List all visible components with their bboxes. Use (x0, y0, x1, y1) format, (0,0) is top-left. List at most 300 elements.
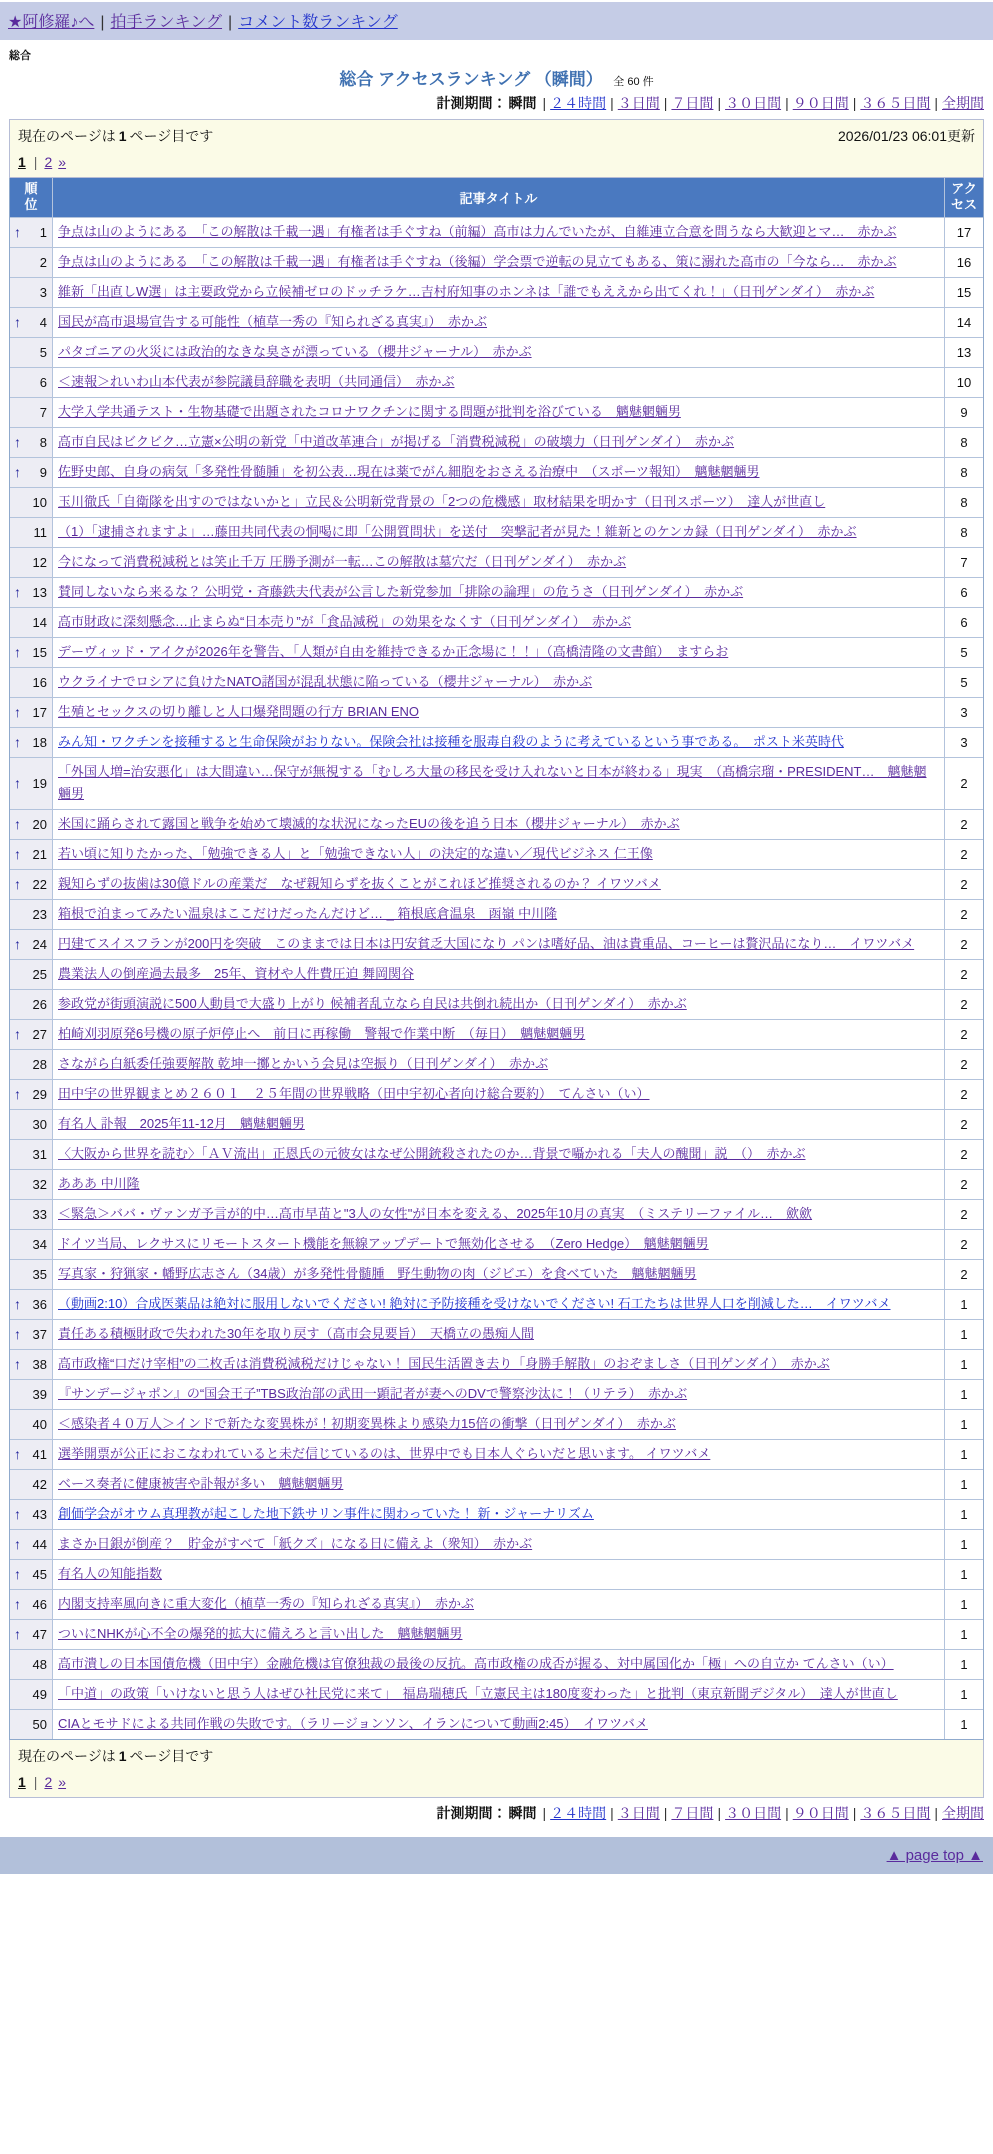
rank-cell (10, 1320, 52, 1349)
rank-cell (10, 1680, 52, 1709)
rank-number: 5 (39, 344, 47, 360)
period-separator: | (852, 1804, 857, 1821)
page-status-suffix: ページ目です (129, 1747, 214, 1764)
page-2-link[interactable]: 2 (44, 154, 53, 170)
access-count: 8 (960, 524, 968, 540)
rank-number: 8 (39, 434, 47, 450)
table-row (10, 989, 983, 1019)
table-row (10, 1469, 983, 1499)
rank-number: 19 (32, 775, 47, 791)
rank-cell (10, 1530, 52, 1559)
rank-number: 43 (32, 1506, 47, 1522)
access-count: 1 (960, 1356, 968, 1372)
table-row (10, 839, 983, 869)
rank-cell (10, 1290, 52, 1319)
access-count: 1 (960, 1566, 968, 1582)
up-arrow-icon: ↑ (14, 846, 21, 862)
category-label: 総合 (9, 50, 31, 62)
article-link[interactable]: 〈大阪から世界を読む〉「ＡＶ流出」正恩氏の元彼女はなぜ公開銃殺されたのか…背景で囁かれる「夫人の醜聞」説 （） 赤かぶ (58, 1145, 806, 1161)
rank-number: 25 (32, 966, 47, 982)
access-count: 1 (960, 1536, 968, 1552)
access-count: 5 (960, 644, 968, 660)
table-row (10, 1439, 983, 1469)
table-row (10, 1229, 983, 1259)
rank-cell (10, 1080, 52, 1109)
page-status-bottom (18, 1746, 213, 1766)
up-arrow-icon: ↑ (14, 775, 21, 791)
access-count: 2 (960, 1266, 968, 1282)
page-status-suffix: ページ目です (129, 128, 214, 144)
access-count: 2 (960, 846, 968, 862)
up-arrow-icon: ↑ (14, 1566, 21, 1582)
rank-number: 4 (39, 314, 47, 330)
rank-cell (10, 308, 52, 337)
rank-cell (10, 1470, 52, 1499)
table-row (10, 367, 983, 397)
period-link[interactable]: ７日間 (671, 1804, 714, 1821)
rank-number: 26 (32, 996, 47, 1012)
table-row (10, 577, 983, 607)
rank-cell (10, 518, 52, 547)
title-cell (52, 758, 945, 809)
table-row (10, 1709, 983, 1739)
access-count: 2 (960, 816, 968, 832)
access-count: 14 (956, 314, 972, 330)
article-link[interactable]: ＜速報＞れいわ山本代表が参院議員辞職を表明（共同通信） 赤かぶ (58, 373, 455, 389)
table-row (10, 517, 983, 547)
pagination-box-top (9, 119, 984, 178)
rank-cell (10, 1020, 52, 1049)
access-count: 1 (960, 1596, 968, 1612)
rank-cell (10, 900, 52, 929)
bottom-spacer (0, 1874, 993, 1926)
title-cell (52, 870, 945, 899)
table-row (10, 1139, 983, 1169)
rank-number: 48 (32, 1656, 47, 1672)
rank-cell (10, 548, 52, 577)
table-row (10, 337, 983, 367)
rank-cell (10, 608, 52, 637)
rank-number: 27 (32, 1026, 47, 1042)
topbar-link[interactable]: コメント数ランキング (238, 14, 398, 31)
table-row (10, 1049, 983, 1079)
rank-number: 16 (32, 674, 47, 690)
article-link[interactable]: 田中宇の世界観まとめ２６０１ ２５年間の世界戦略（田中宇初心者向け総合要約） てんさい（い） (58, 1085, 650, 1101)
title-cell (52, 1620, 945, 1649)
table-row (10, 217, 983, 247)
rank-cell (10, 1230, 52, 1259)
period-separator: | (542, 95, 547, 111)
pagination-box-bottom (9, 1740, 984, 1798)
title-cell (52, 900, 945, 929)
access-count: 3 (960, 734, 968, 750)
period-link[interactable]: 全期間 (942, 1804, 984, 1821)
table-row (10, 727, 983, 757)
title-cell (52, 1530, 945, 1559)
article-link[interactable]: 有名人 訃報 2025年11-12月 魑魅魍魎男 (58, 1115, 305, 1131)
access-count: 2 (960, 1236, 968, 1252)
table-row (10, 869, 983, 899)
article-link[interactable]: 高市自民はビクビク…立憲×公明の新党「中道改革連合」が掲げる「消費税減税」の破壊力（日刊ゲンダイ） 赤かぶ (58, 433, 735, 449)
rank-number: 37 (32, 1326, 47, 1342)
article-link[interactable]: 柏崎刈羽原発6号機の原子炉停止へ 前日に再稼働 警報で作業中断 （毎日） 魑魅魍魎男 (58, 1025, 586, 1041)
article-link[interactable]: あああ 中川隆 (58, 1175, 140, 1191)
up-arrow-icon: ↑ (14, 434, 21, 450)
rank-cell (10, 1260, 52, 1289)
table-row (10, 247, 983, 277)
access-count: 1 (960, 1416, 968, 1432)
table-row (10, 1169, 983, 1199)
article-link[interactable]: 国民が高市退場宣告する可能性（植草一秀の『知られざる真実』） 赤かぶ (58, 313, 488, 329)
access-count: 1 (960, 1386, 968, 1402)
footer-bar (0, 1837, 993, 1874)
access-count: 17 (956, 224, 972, 240)
up-arrow-icon: ↑ (14, 704, 21, 720)
period-nav-label: 計測期間： (436, 1804, 507, 1821)
rank-cell (10, 338, 52, 367)
access-count: 8 (960, 434, 968, 450)
rank-cell (10, 488, 52, 517)
nav-separator: | (228, 14, 233, 31)
table-row (10, 697, 983, 727)
table-row (10, 1679, 983, 1709)
table-row (10, 1529, 983, 1559)
article-link[interactable]: ＜緊急＞ババ・ヴァンガ予言が的中…高市早苗と"3人の女性"が日本を変える、2025年10月の真実 （ミステリーファイル… 歛歛 (58, 1205, 813, 1221)
next-page-link[interactable]: » (58, 1773, 67, 1790)
rank-cell (10, 368, 52, 397)
rank-cell (10, 1380, 52, 1409)
table-row (10, 1319, 983, 1349)
period-current: 瞬間 (508, 95, 537, 111)
rank-number: 45 (32, 1566, 47, 1582)
article-link[interactable]: 選挙開票が公正におこなわれていると未だ信じているのは、世界中でも日本人ぐらいだと思います。 イワツバメ (58, 1445, 711, 1461)
article-link[interactable]: 生殖とセックスの切り離しと人口爆発問題の行方 BRIAN ENO (58, 703, 419, 719)
rank-number: 50 (32, 1716, 47, 1732)
title-cell (52, 728, 945, 757)
title-cell (52, 990, 945, 1019)
article-link[interactable]: （動画2:10）合成医薬品は絶対に服用しないでください! 絶対に予防接種を受けないでください! 石工たちは世界人口を削減した… イワツバメ (58, 1295, 891, 1311)
article-link[interactable]: 高市財政に深刻懸念…止まらぬ“日本売り”が「食品減税」の効果をなくす（日刊ゲンダイ） 赤かぶ (58, 613, 632, 629)
article-link[interactable]: さながら白紙委任強要解散 乾坤一擲とかいう会見は空振り（日刊ゲンダイ） 赤かぶ (58, 1055, 549, 1071)
period-separator: | (852, 95, 857, 111)
rank-number: 33 (32, 1206, 47, 1222)
table-row (10, 307, 983, 337)
title-cell (52, 1230, 945, 1259)
table-row (10, 1619, 983, 1649)
access-count: 1 (960, 1476, 968, 1492)
access-count: 1 (960, 1716, 968, 1732)
article-link[interactable]: ＜感染者４０万人＞インドで新たな変異株が！初期変異株より感染力15倍の衝撃（日刊ゲンダイ） 赤かぶ (58, 1415, 676, 1431)
rank-number: 21 (32, 846, 47, 862)
next-page-link[interactable]: » (58, 154, 67, 170)
page-2-link[interactable]: 2 (44, 1773, 53, 1790)
period-link[interactable]: ９０日間 (792, 95, 849, 111)
page-top-link[interactable]: ▲ page top ▲ (886, 1846, 983, 1864)
period-link[interactable]: ３６５日間 (860, 95, 931, 111)
title-cell (52, 1170, 945, 1199)
period-separator: | (717, 95, 722, 111)
table-row (10, 1109, 983, 1139)
article-link[interactable]: 「中道」の政策「いけないと思う人はぜひ社民党に来て」 福島瑞穂氏「立憲民主は180度変わった」と批判（東京新聞デジタル） 達人が世直し (58, 1685, 898, 1701)
period-link[interactable]: ３６５日間 (860, 1804, 931, 1821)
access-count: 2 (960, 966, 968, 982)
article-link[interactable]: 佐野史郎、自身の病気「多発性骨髄腫」を初公表…現在は薬でがん細胞をおさえる治療中 （スポーツ報知） 魑魅魍魎男 (58, 463, 760, 479)
table-row (10, 757, 983, 809)
page-status-prefix: 現在のページは (18, 1747, 116, 1764)
up-arrow-icon: ↑ (14, 644, 21, 660)
rank-cell (10, 248, 52, 277)
topbar-link[interactable]: ★阿修羅♪へ (8, 14, 95, 31)
access-count: 2 (960, 1116, 968, 1132)
up-arrow-icon: ↑ (14, 1626, 21, 1642)
article-link[interactable]: ウクライナでロシアに負けたNATO諸国が混乱状態に陥っている（櫻井ジャーナル） 赤かぶ (58, 673, 593, 689)
rank-cell (10, 698, 52, 727)
period-link[interactable]: ３０日間 (725, 95, 782, 111)
page-status-number: 1 (118, 1747, 127, 1764)
rank-number: 23 (32, 906, 47, 922)
rank-number: 10 (32, 494, 47, 510)
period-link[interactable]: ３０日間 (725, 1804, 782, 1821)
table-row (10, 1289, 983, 1319)
rank-cell (10, 668, 52, 697)
access-count: 2 (960, 1026, 968, 1042)
rank-number: 2 (39, 254, 47, 270)
rank-number: 42 (32, 1476, 47, 1492)
article-link[interactable]: ドイツ当局、レクサスにリモートスタート機能を無線アップデートで無効化させる （Zero Hedge） 魑魅魍魎男 (58, 1235, 709, 1251)
pager-separator: | (33, 154, 38, 170)
title-cell (52, 1650, 945, 1679)
article-link[interactable]: 大学入学共通テスト・生物基礎で出題されたコロナワクチンに関する問題が批判を浴びている 魑魅魍魎男 (58, 403, 681, 419)
article-link[interactable]: 農業法人の倒産過去最多 25年、資材や人件費圧迫 舞岡関谷 (58, 965, 415, 981)
table-row (10, 1589, 983, 1619)
title-cell (52, 248, 945, 277)
rank-cell (10, 1620, 52, 1649)
article-link[interactable]: 責任ある積極財政で失われた30年を取り戻す（高市会見要旨） 天橋立の愚痴人間 (58, 1325, 534, 1341)
rank-cell (10, 1650, 52, 1679)
article-link[interactable]: 維新「出直しW選」は主要政党から立候補ゼロのドッチラケ…吉村府知事のホンネは「誰でもええから出てくれ！」（日刊ゲンダイ） 赤かぶ (58, 283, 875, 299)
article-link[interactable]: 「外国人増=治安悪化」は大間違い…保守が無視する「むしろ大量の移民を受け入れないと日本が終わる」現実 （髙橋宗瑠・PRESIDENT… 魑魅魍魎男 (58, 763, 927, 801)
title-cell (52, 810, 945, 839)
rank-number: 18 (32, 734, 47, 750)
period-link[interactable]: ２４時間 (550, 1804, 607, 1821)
article-link[interactable]: 玉川徹氏「自衛隊を出すのではないかと」立民＆公明新党背景の「2つの危機感」取材結果を明かす（日刊スポーツ） 達人が世直し (58, 493, 826, 509)
up-arrow-icon: ↑ (14, 1536, 21, 1552)
title-cell (52, 1590, 945, 1619)
access-count: 1 (960, 1656, 968, 1672)
table-row (10, 1259, 983, 1289)
table-row (10, 637, 983, 667)
article-link[interactable]: 高市潰しの日本国債危機（田中宇）金融危機は官僚独裁の最後の反抗。高市政権の成否が握る、対中属国化か「極」への自立か てんさい（い） (58, 1655, 894, 1671)
page-status-prefix: 現在のページは (18, 128, 116, 144)
rank-number: 47 (32, 1626, 47, 1642)
table-row (10, 1199, 983, 1229)
access-count: 1 (960, 1296, 968, 1312)
rank-number: 31 (32, 1146, 47, 1162)
pager-bottom (18, 1774, 975, 1790)
article-link[interactable]: 若い頃に知りたかった、「勉強できる人」と「勉強できない人」の決定的な違い／現代ビジネス 仁王像 (58, 845, 653, 861)
period-separator: | (934, 95, 938, 111)
title-cell (52, 1500, 945, 1529)
up-arrow-icon: ↑ (14, 1356, 21, 1372)
title-cell (52, 398, 945, 427)
rank-number: 38 (32, 1356, 47, 1372)
rank-number: 20 (32, 816, 47, 832)
rank-number: 32 (32, 1176, 47, 1192)
rank-cell (10, 1560, 52, 1589)
article-link[interactable]: みん知・ワクチンを接種すると生命保険がおりない。保険会社は接種を服毒自殺のように考えているという事である。 ポスト米英時代 (58, 733, 844, 749)
rank-cell (10, 218, 52, 247)
period-current: 瞬間 (508, 1804, 537, 1821)
period-separator: | (610, 1804, 614, 1821)
up-arrow-icon: ↑ (14, 1086, 21, 1102)
title-cell (52, 1680, 945, 1709)
title-cell (52, 1110, 945, 1139)
access-count: 15 (956, 284, 972, 300)
article-link[interactable]: 米国に踊らされて露国と戦争を始めて壊滅的な状況になったEUの後を追う日本（櫻井ジャーナル） 赤かぶ (58, 815, 680, 831)
rank-cell (10, 278, 52, 307)
article-link[interactable]: ベース奏者に健康被害や訃報が多い 魑魅魍魎男 (58, 1475, 344, 1491)
table-row (10, 1499, 983, 1529)
up-arrow-icon: ↑ (14, 936, 21, 952)
period-link[interactable]: ７日間 (671, 95, 714, 111)
table-row (10, 1649, 983, 1679)
access-count: 2 (960, 876, 968, 892)
title-cell (52, 1020, 945, 1049)
access-count: 2 (960, 936, 968, 952)
title-cell (52, 1320, 945, 1349)
article-link[interactable]: 参政党が街頭演説に500人動員で大盛り上がり 候補者乱立なら自民は共倒れ続出か（日刊ゲンダイ） 赤かぶ (58, 995, 687, 1011)
up-arrow-icon: ↑ (14, 584, 21, 600)
topbar-link[interactable]: 拍手ランキング (110, 14, 223, 31)
rank-number: 41 (32, 1446, 47, 1462)
period-separator: | (663, 95, 668, 111)
ranking-table-body (10, 217, 983, 1739)
article-link[interactable]: 円建てスイスフランが200円を突破 このままでは日本は円安貧乏大国になり パンは嗜好品、油は貴重品、コーヒーは贅沢品になり… イワツバメ (58, 935, 915, 951)
access-count: 8 (960, 464, 968, 480)
rank-cell (10, 1140, 52, 1169)
rank-number: 46 (32, 1596, 47, 1612)
title-cell (52, 338, 945, 367)
access-count: 2 (960, 1206, 968, 1222)
rank-number: 11 (33, 524, 47, 540)
title-cell (52, 698, 945, 727)
article-link[interactable]: 『サンデージャポン』の“国会王子”TBS政治部の武田一顕記者が妻へのDVで警察沙汰に！（リテラ） 赤かぶ (58, 1385, 688, 1401)
page-status (18, 126, 213, 146)
article-link[interactable]: 写真家・狩猟家・幡野広志さん（34歳）が多発性骨髄腫 野生動物の肉（ジビエ）を食べていた 魑魅魍魎男 (58, 1265, 697, 1281)
article-link[interactable]: 争点は山のようにある 「この解散は千載一遇」有権者は手ぐすね（後編）学会票で逆転の見立てもある、策に溺れた高市の「今なら… 赤かぶ (58, 253, 897, 269)
article-link[interactable]: パタゴニアの火災には政治的なきな臭さが漂っている（櫻井ジャーナル） 赤かぶ (58, 343, 532, 359)
table-header-row (10, 178, 983, 217)
access-count: 10 (956, 374, 972, 390)
article-link[interactable]: デーヴィッド・アイクが2026年を警告、「人類が自由を維持できるか正念場に！！」（高橋清隆の文書館） ますらお (58, 643, 729, 659)
rank-cell (10, 870, 52, 899)
table-row (10, 899, 983, 929)
up-arrow-icon: ↑ (14, 1326, 21, 1342)
rank-number: 30 (32, 1116, 47, 1132)
rank-number: 3 (39, 284, 47, 300)
period-link[interactable]: ９０日間 (792, 1804, 849, 1821)
article-link[interactable]: 内閣支持率風向きに重大変化（植草一秀の『知られざる真実』） 赤かぶ (58, 1595, 475, 1611)
rank-number: 28 (32, 1056, 47, 1072)
rank-number: 35 (32, 1266, 47, 1282)
title-cell (52, 518, 945, 547)
access-count: 1 (960, 1686, 968, 1702)
top-nav-bar (0, 2, 993, 40)
rank-cell (10, 758, 52, 809)
article-link[interactable]: CIAとモサドによる共同作戦の失敗です。（ラリージョンソン、イランについて動画2:45） イワツバメ (58, 1715, 648, 1731)
title-cell (52, 930, 945, 959)
article-link[interactable]: 親知らずの抜歯は30億ドルの産業だ なぜ親知らずを抜くことがこれほど推奨されるのか？ イワツバメ (58, 875, 661, 891)
header-access: アクセス (951, 181, 978, 213)
period-link[interactable]: ３日間 (617, 95, 660, 111)
article-link[interactable]: ついにNHKが心不全の爆発的拡大に備えろと言い出した 魑魅魍魎男 (58, 1625, 463, 1641)
period-link[interactable]: 全期間 (942, 95, 984, 111)
article-link[interactable]: 高市政権“口だけ宰相”の二枚舌は消費税減税だけじゃない！ 国民生活置き去り「身勝手解散」のおぞましさ（日刊ゲンダイ） 赤かぶ (58, 1355, 830, 1371)
access-count: 2 (960, 1056, 968, 1072)
table-row (10, 457, 983, 487)
article-link[interactable]: まさか日銀が倒産？ 貯金がすべて「紙クズ」になる日に備えよ（衆知） 赤かぶ (58, 1535, 533, 1551)
article-link[interactable]: 賛同しないなら来るな？ 公明党・斉藤鉄夫代表が公言した新党参加「排除の論理」の危うさ（日刊ゲンダイ） 赤かぶ (58, 583, 744, 599)
rank-cell (10, 458, 52, 487)
title-cell (52, 1470, 945, 1499)
table-row (10, 487, 983, 517)
access-count: 9 (960, 404, 968, 420)
up-arrow-icon: ↑ (14, 1596, 21, 1612)
article-link[interactable]: 今になって消費税減税とは笑止千万 圧勝予測が一転…この解散は墓穴だ（日刊ゲンダイ） 赤かぶ (58, 553, 627, 569)
period-separator: | (934, 1804, 938, 1821)
article-link[interactable]: 争点は山のようにある 「この解散は千載一遇」有権者は手ぐすね（前編）高市は力んでいたが、自維連立合意を問うなら大歓迎とマ… 赤かぶ (58, 223, 897, 239)
period-separator: | (717, 1804, 722, 1821)
access-count: 6 (960, 584, 968, 600)
rank-cell (10, 1410, 52, 1439)
table-row (10, 1559, 983, 1589)
access-count: 1 (960, 1446, 968, 1462)
up-arrow-icon: ↑ (14, 816, 21, 832)
period-separator: | (610, 95, 614, 111)
access-count: 2 (960, 906, 968, 922)
up-arrow-icon: ↑ (14, 876, 21, 892)
table-row (10, 1079, 983, 1109)
title-cell (52, 368, 945, 397)
up-arrow-icon: ↑ (14, 1506, 21, 1522)
period-link[interactable]: ２４時間 (550, 95, 607, 111)
title-cell (52, 840, 945, 869)
access-count: 1 (960, 1506, 968, 1522)
article-link[interactable]: 箱根で泊まってみたい温泉はここだけだったんだけど… _ 箱根底倉温泉 函嶺 中川隆 (58, 905, 558, 921)
rank-number: 34 (32, 1236, 47, 1252)
rank-number: 44 (32, 1536, 47, 1552)
rank-number: 49 (32, 1686, 47, 1702)
period-link[interactable]: ３日間 (617, 1804, 660, 1821)
up-arrow-icon: ↑ (14, 1026, 21, 1042)
title-cell (52, 278, 945, 307)
title-cell (52, 308, 945, 337)
title-cell (52, 1350, 945, 1379)
article-link[interactable]: 有名人の知能指数 (58, 1565, 163, 1581)
article-link[interactable]: 創価学会がオウム真理教が起こした地下鉄サリン事件に関わっていた！ 新・ジャーナリズム (58, 1505, 594, 1521)
period-separator: | (785, 95, 789, 111)
title-cell (52, 608, 945, 637)
title-cell (52, 458, 945, 487)
table-row (10, 959, 983, 989)
table-row (10, 547, 983, 577)
article-link[interactable]: （1）「逮捕されますよ」…藤田共同代表の恫喝に即「公開質問状」を送付 突撃記者が見た！維新とのケンカ録（日刊ゲンダイ） 赤かぶ (58, 523, 857, 539)
current-page-indicator: 1 (18, 1773, 26, 1790)
period-nav-bottom (9, 1803, 984, 1823)
rank-cell (10, 1590, 52, 1619)
header-rank: 順位 (24, 181, 38, 213)
title-cell (52, 1710, 945, 1739)
